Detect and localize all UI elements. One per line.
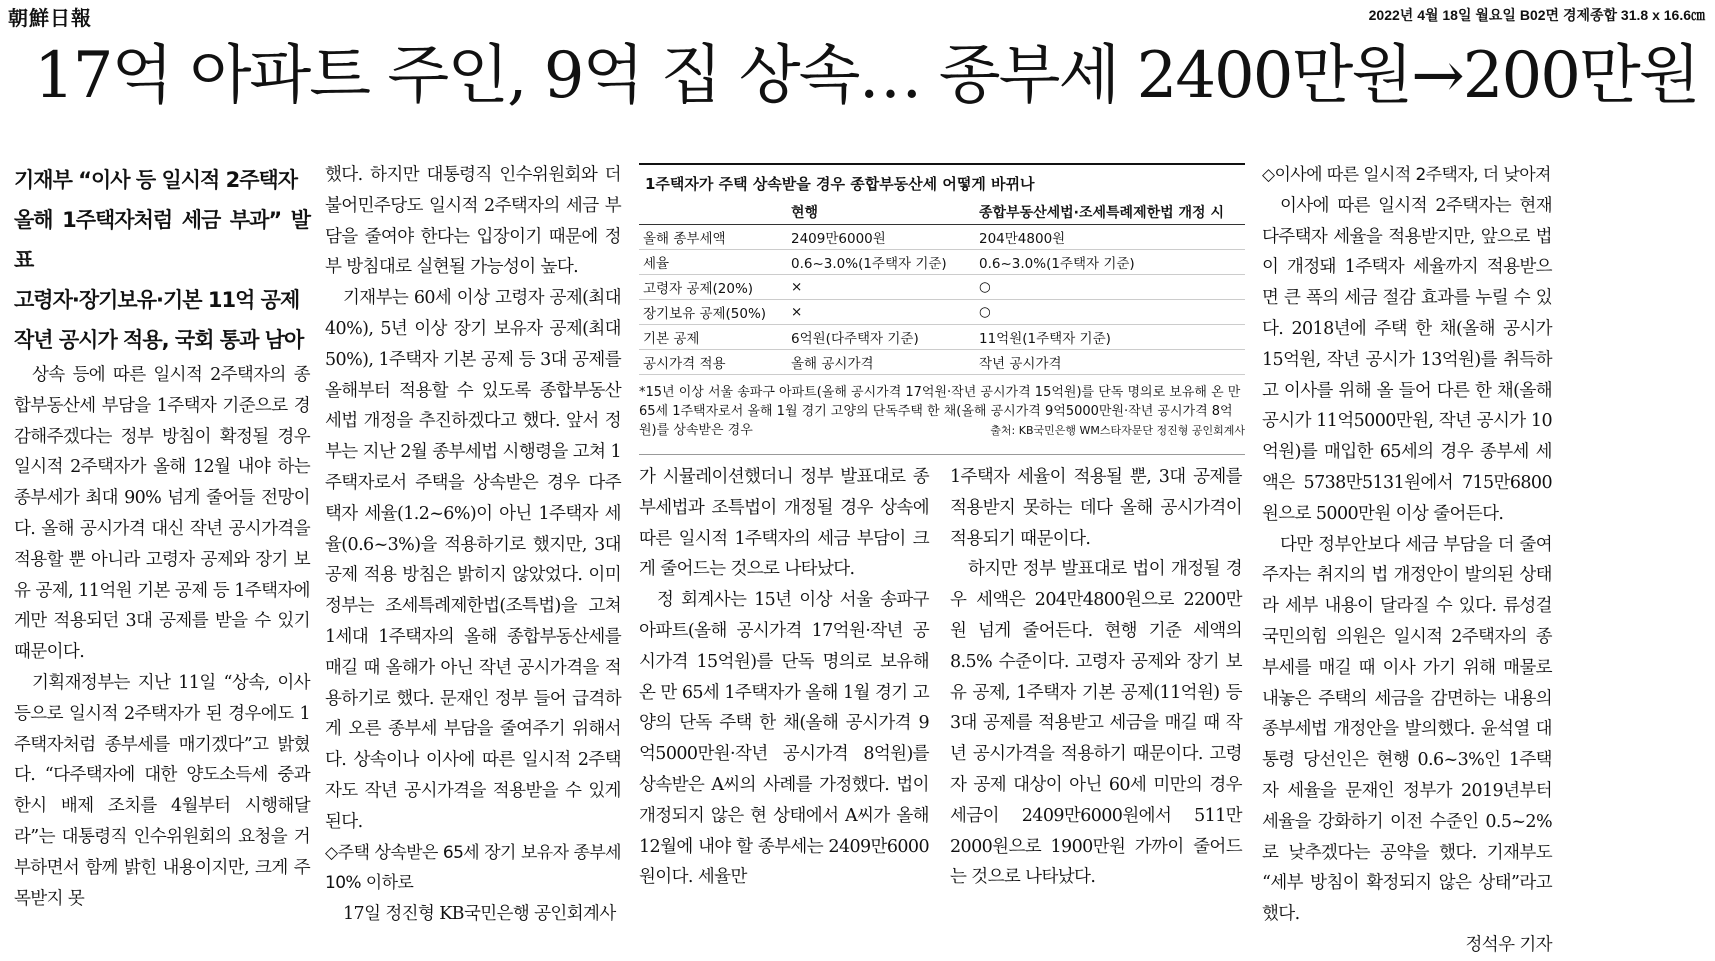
table-cell: 공시가격 적용 bbox=[639, 350, 787, 375]
table-cell: 세율 bbox=[639, 250, 787, 275]
table-cell: 올해 공시가격 bbox=[787, 350, 975, 375]
column-3 bbox=[639, 462, 929, 893]
table-row bbox=[639, 300, 1245, 325]
comparison-table bbox=[639, 200, 1245, 375]
subhead-line-4: 작년 공시가 적용, 국회 통과 남아 bbox=[14, 328, 304, 352]
article-paragraph: 다만 정부안보다 세금 부담을 더 줄여주자는 취지의 법 개정안이 발의된 상태라 세부 내용이 달라질 수 있다. 류성걸 국민의힘 의원은 일시적 2주택자의 종부세를 매길 때 이사 가기 위해 매물로 내놓은 주택의 세금을 감면하는 내용의 종부세법 개정안을 발의했다. 윤석열 대통령 당선인은 현행 0.6~3%인 1주택자 세율을 문재인 정부가 2019년부터 세율을 강화하기 이전 수준인 0.5~2%로 낮추겠다는 공약을 했다. 기재부도 “세부 방침이 확정되지 않은 상태”라고 했다. bbox=[1262, 534, 1552, 925]
table-cell: 기본 공제 bbox=[639, 325, 787, 350]
article-paragraph: 상속 등에 따른 일시적 2주택자의 종합부동산세 부담을 1주택자 기준으로 경감해주겠다는 정부 방침이 확정될 경우 일시적 2주택자가 올해 12월 내야 하는 종부세가 최대 90% 넘게 줄어들 전망이다. 올해 공시가격 대신 작년 공시가격을 적용할 뿐 아니라 고령자 공제와 장기 보유 공제, 11억원 기본 공제 등 1주택자에게만 적용되던 3대 공제를 받을 수 있기 때문이다. bbox=[14, 365, 310, 663]
table-footnote: *15년 이상 서울 송파구 아파트(올해 공시가격 17억원·작년 공시가격 15억원)를 단독 명의로 보유해 온 만 65세 1주택자로서 올해 1월 경기 고양의 단독주택 한 채(올해 공시가격 9억5000만원·작년 공시가격 8억원)를 상속받은 경우 bbox=[639, 385, 1241, 438]
table-cell: ○ bbox=[975, 275, 1245, 300]
table-cell: 204만4800원 bbox=[975, 225, 1245, 250]
table-title: 1주택자가 주택 상속받을 경우 종합부동산세 어떻게 바뀌나 bbox=[645, 175, 1035, 193]
article-paragraph: 정 회계사는 15년 이상 서울 송파구 아파트(올해 공시가격 17억원·작년 공시가격 15억원)를 단독 명의로 보유해온 만 65세 1주택자가 올해 1월 경기 고양의 단독 주택 한 채(올해 공시가격 9억5000만원·작년 공시가격 8억원)를 상속받은 A씨의 사례를 가정했다. 법이 개정되지 않은 현 상태에서 A씨가 올해 12월에 내야 할 종부세는 2409만6000원이다. 세율만 bbox=[639, 590, 929, 888]
article-paragraph: 기재부는 60세 이상 고령자 공제(최대 40%), 5년 이상 장기 보유자 공제(최대 50%), 1주택자 기본 공제 등 3대 공제를 올해부터 적용할 수 있도록 종합부동산세법 개정을 추진하겠다고 했다. 앞서 정부는 지난 2월 종부세법 시행령을 고쳐 1주택자로서 주택을 상속받은 경우 다주택자 세율(1.2~6%)이 아닌 1주택자 세율(0.6~3%)을 적용하기로 했지만, 3대 공제 적용 방침은 밝히지 않았었다. 이미 정부는 조세특례제한법(조특법)을 고쳐 1세대 1주택자의 올해 종합부동산세를 매길 때 올해가 아닌 작년 공시가격을 적용하기로 했다. 문재인 정부 들어 급격하게 오른 종부세 부담을 줄여주기 위해서다. 상속이나 이사에 따른 일시적 2주택자도 작년 공시가격을 적용받을 수 있게 된다. bbox=[325, 288, 621, 832]
subhead-line-1: 기재부 “이사 등 일시적 2주택자 bbox=[14, 168, 298, 192]
table-row bbox=[639, 350, 1245, 375]
section-subheading: ◇이사에 따른 일시적 2주택자, 더 낮아져 bbox=[1262, 165, 1551, 185]
table-cell: 11억원(1주택자 기준) bbox=[975, 325, 1245, 350]
table-bottom-rule bbox=[639, 454, 1245, 455]
column-2 bbox=[325, 160, 621, 930]
article-paragraph: 17일 정진형 KB국민은행 공인회계사 bbox=[343, 904, 616, 925]
column-5 bbox=[1262, 160, 1552, 961]
article-paragraph: 기획재정부는 지난 11일 “상속, 이사 등으로 일시적 2주택자가 된 경우에도 1주택자처럼 종부세를 매기겠다”고 밝혔다. “다주택자에 대한 양도소득세 중과 한시 배제 조치를 4월부터 시행해달라”는 대통령직 인수위원회의 요청을 거부하면서 함께 밝힌 내용이지만, 크게 주목받지 못 bbox=[14, 672, 310, 909]
table-row bbox=[639, 250, 1245, 275]
table-cell: ○ bbox=[975, 300, 1245, 325]
table-row bbox=[639, 325, 1245, 350]
table-cell: 올해 종부세액 bbox=[639, 225, 787, 250]
subhead-line-3: 고령자·장기보유·기본 11억 공제 bbox=[14, 288, 300, 312]
table-header-row bbox=[639, 200, 1245, 225]
table-cell: × bbox=[787, 300, 975, 325]
byline: 정석우 기자 bbox=[1465, 934, 1552, 955]
headline: 17억 아파트 주인, 9억 집 상속… 종부세 2400만원→200만원 bbox=[34, 39, 1699, 113]
article-paragraph: 이사에 따른 일시적 2주택자는 현재 다주택자 세율을 적용받지만, 앞으로 법이 개정돼 1주택자 세율까지 적용받으면 큰 폭의 세금 절감 효과를 누릴 수 있다. 2018년에 주택 한 채(올해 공시가 15억원, 작년 공시가 13억원)를 취득하고 이사를 위해 올 들어 다른 한 채(올해 공시가 11억5000만원, 작년 공시가 10억원)를 매입한 65세의 경우 종부세 세액은 5738만5131원에서 715만6800원으로 5000만원 이상 줄어든다. bbox=[1262, 195, 1552, 524]
article-paragraph: 했다. 하지만 대통령직 인수위원회와 더불어민주당도 일시적 2주택자의 세금 부담을 줄여야 한다는 입장이기 때문에 정부 방침대로 실현될 가능성이 높다. bbox=[325, 165, 621, 278]
article-paragraph: 하지만 정부 발표대로 법이 개정될 경우 세액은 204만4800원으로 2200만원 넘게 줄어든다. 현행 기준 세액의 8.5% 수준이다. 고령자 공제와 장기 보유 공제, 1주택자 기본 공제(11억원) 등 3대 공제를 적용받고 세금을 매길 때 작년 공시가격을 적용하기 때문이다. 고령자 공제 대상이 아닌 60세 미만의 경우 세금이 2409만6000원에서 511만2000원으로 1900만원 가까이 줄어드는 것으로 나타났다. bbox=[950, 559, 1242, 888]
article-paragraph: 1주택자 세율이 적용될 뿐, 3대 공제를 적용받지 못하는 데다 올해 공시가격이 적용되기 때문이다. bbox=[950, 467, 1242, 549]
table-cell: 0.6~3.0%(1주택자 기준) bbox=[975, 250, 1245, 275]
table-cell: 2409만6000원 bbox=[787, 225, 975, 250]
table-cell: 0.6~3.0%(1주택자 기준) bbox=[787, 250, 975, 275]
table-row bbox=[639, 225, 1245, 250]
table-cell: 장기보유 공제(50%) bbox=[639, 300, 787, 325]
comparison-table-box bbox=[639, 163, 1245, 438]
table-header-cell bbox=[639, 200, 787, 225]
table-cell: 작년 공시가격 bbox=[975, 350, 1245, 375]
column-4 bbox=[950, 462, 1242, 893]
table-source: 출처: KB국민은행 WM스타자문단 정진형 공인회계사 bbox=[990, 424, 1245, 437]
table-cell: × bbox=[787, 275, 975, 300]
dateline: 2022년 4월 18일 월요일 B02면 경제종합 31.8 x 16.6㎝ bbox=[1368, 7, 1705, 23]
table-cell: 6억원(다주택자 기준) bbox=[787, 325, 975, 350]
table-header-cell: 종합부동산세법·조세특례제한법 개정 시 bbox=[975, 200, 1245, 225]
table-cell: 고령자 공제(20%) bbox=[639, 275, 787, 300]
column-1 bbox=[14, 160, 310, 914]
section-subheading: ◇주택 상속받은 65세 장기 보유자 종부세 10% 이하로 bbox=[325, 842, 621, 894]
table-header-cell: 현행 bbox=[787, 200, 975, 225]
article-paragraph: 가 시뮬레이션했더니 정부 발표대로 종부세법과 조특법이 개정될 경우 상속에 따른 일시적 1주택자의 세금 부담이 크게 줄어드는 것으로 나타났다. bbox=[639, 467, 929, 580]
newspaper-masthead: 朝鮮日報 bbox=[8, 6, 92, 30]
table-row bbox=[639, 275, 1245, 300]
subhead-line-2: 올해 1주택자처럼 세금 부과” 발표 bbox=[14, 208, 310, 272]
